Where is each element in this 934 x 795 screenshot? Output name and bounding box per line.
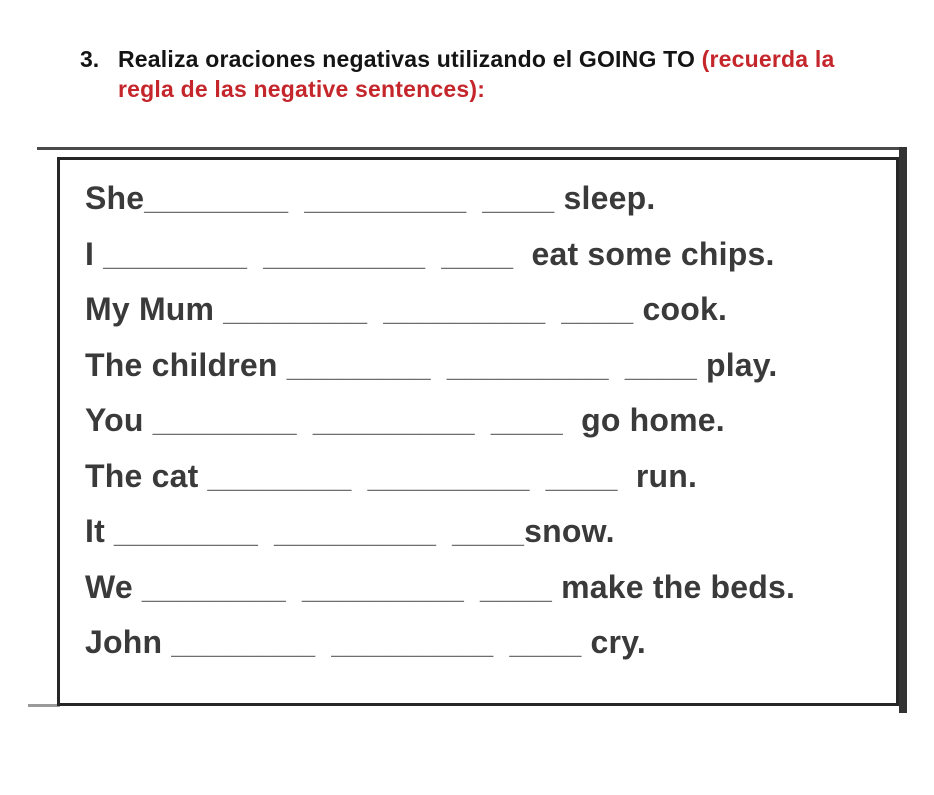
heading-text-black: Realiza oraciones negativas utilizando el GOING TO [118,46,702,72]
line-text: eat some chips. [513,235,775,272]
line-text: John [85,624,172,661]
blank-line: ________ _________ ____ [114,513,525,550]
line-text: You [85,402,153,439]
exercise-line [85,282,896,338]
line-text: run. [617,457,698,494]
box-shadow-top-line [37,147,907,150]
line-text: The children [85,346,287,383]
blank-line: ________ _________ ____ [223,291,634,328]
blank-line: ________ _________ ____ [152,402,563,439]
line-text: snow. [524,513,615,550]
line-text: sleep. [554,180,656,217]
box-shadow-right-line [899,147,907,713]
exercise-number: 3. [80,46,100,72]
blank-line: ________ _________ ____ [171,624,582,661]
line-text: She [85,180,145,217]
blank-line: ________ _________ ____ [141,568,553,605]
exercise-line [85,338,896,394]
exercise-line [85,171,896,227]
exercise-box [57,157,899,706]
line-text: go home. [562,402,725,439]
exercise-heading [80,44,858,104]
blank-line: ________ _________ ____ [207,457,618,494]
blank-line: ________ _________ ____ [286,346,697,383]
line-text: The cat [85,457,208,494]
exercise-line [85,449,896,505]
line-text: We [85,568,142,605]
heading-text [118,44,858,104]
line-text: I [85,235,104,272]
line-text: cry. [581,624,646,661]
line-text: play. [696,346,778,383]
line-text: My Mum [85,291,224,328]
blank-line: ________ _________ ____ [103,235,514,272]
heading-text-red: (recuerda la regla de las negative sentences): [118,46,835,102]
line-text: make the beds. [552,568,796,605]
scan-artifact-line [28,704,60,707]
exercise-line [85,504,896,560]
exercise-line [85,560,896,616]
exercise-lines [60,160,896,671]
blank-line: ________ _________ ____ [144,180,555,217]
exercise-line [85,615,896,671]
exercise-line [85,227,896,283]
exercise-line [85,393,896,449]
line-text: It [85,513,115,550]
line-text: cook. [633,291,728,328]
